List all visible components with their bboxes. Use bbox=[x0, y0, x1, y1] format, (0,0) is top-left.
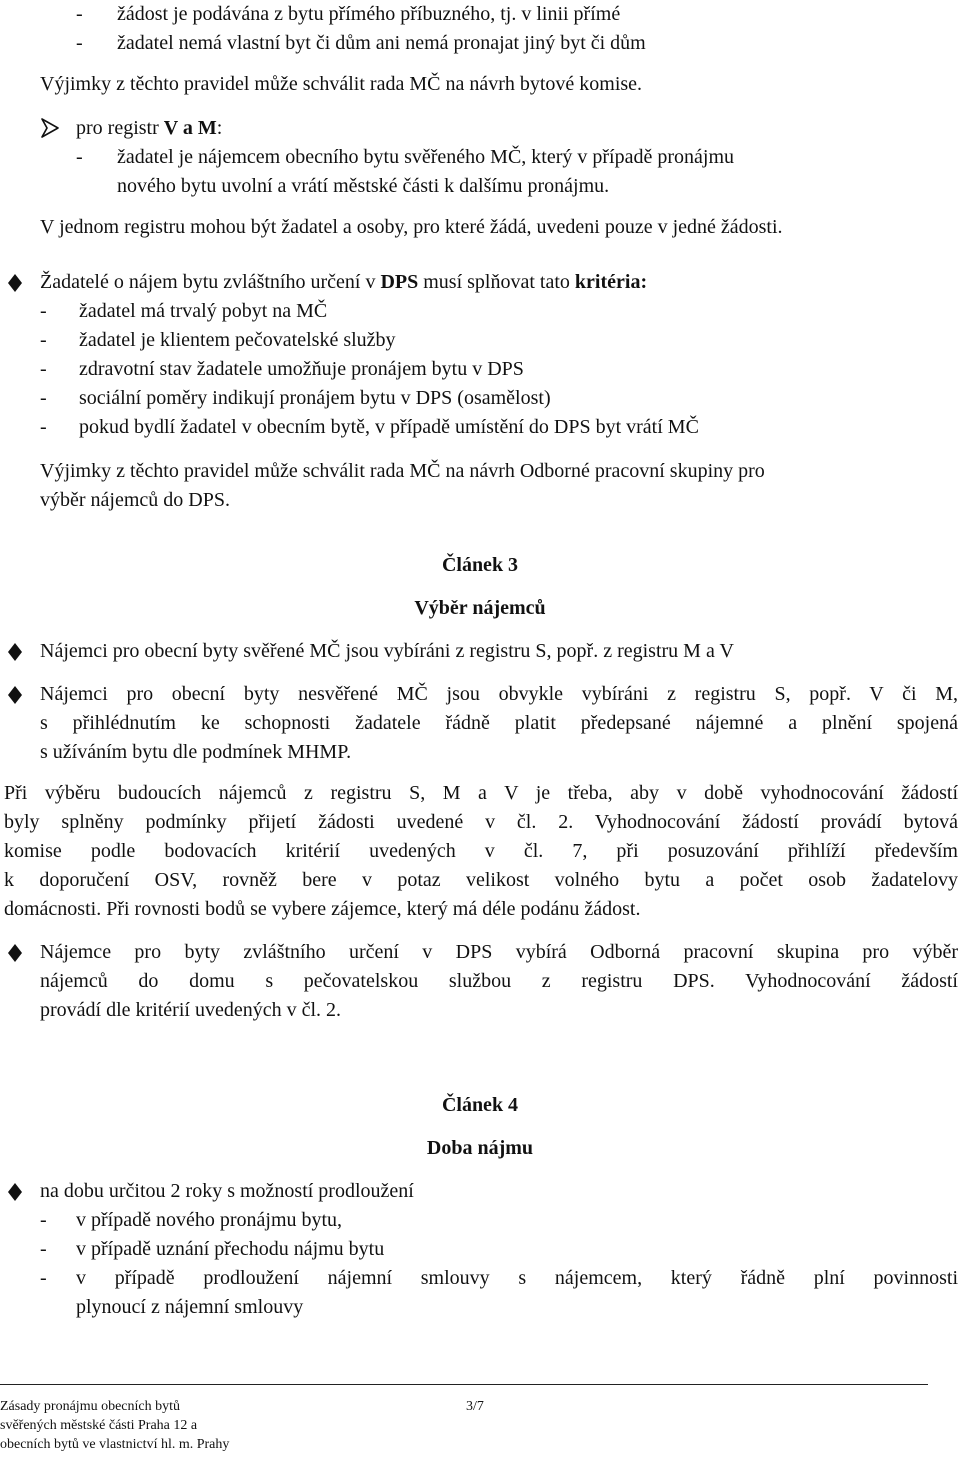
criteria-item: žadatel má trvalý pobyt na MČ bbox=[79, 300, 328, 322]
diamond-bullet-icon bbox=[6, 642, 28, 664]
criteria-item: žadatel je klientem pečovatelské služby bbox=[79, 329, 396, 351]
dps-intro bbox=[40, 268, 647, 297]
dps-exceptions: Výjimky z těchto pravidel může schválit rada MČ na návrh Odborné pracovní skupiny pro bbox=[40, 460, 765, 482]
registry-vm-heading bbox=[76, 114, 222, 143]
criteria-item: pokud bydlí žadatel v obecním bytě, v případě umístění do DPS byt vrátí MČ bbox=[79, 416, 699, 438]
list-item: žádost je podávána z bytu přímého příbuzného, tj. v linii přímé bbox=[117, 3, 621, 25]
criteria-item: sociální poměry indikují pronájem bytu v DPS (osamělost) bbox=[79, 387, 551, 409]
dps-exceptions-continued: výběr nájemců do DPS. bbox=[40, 489, 230, 511]
list-dash: - bbox=[40, 387, 47, 409]
article-4-subheading: Doba nájmu bbox=[426, 1137, 534, 1159]
selection-paragraph: byly splněny podmínky přijetí žádosti uvedené v čl. 2. Vyhodnocování žádostí provádí bytová bbox=[4, 811, 958, 833]
diamond-bullet-icon bbox=[6, 685, 28, 707]
list-dash: - bbox=[40, 300, 47, 322]
registry-lead: pro registr bbox=[76, 117, 164, 139]
selection-bullet-2: Nájemci pro obecní byty nesvěřené MČ jsou obvykle vybíráni z registru S, popř. V či M, bbox=[40, 683, 958, 705]
exceptions-text: Výjimky z těchto pravidel může schválit rada MČ na návrh bytové komise. bbox=[40, 73, 643, 95]
list-dash: - bbox=[40, 416, 47, 438]
lease-term-item: v případě nového pronájmu bytu, bbox=[76, 1209, 343, 1231]
diamond-bullet-icon bbox=[6, 943, 28, 965]
arrow-bullet-icon bbox=[40, 117, 62, 139]
selection-bullet-2-continued: s přihlédnutím ke schopnosti žadatele řádně platit předepsané nájemné a plnění spojená bbox=[40, 712, 958, 734]
lease-term-item: v případě prodloužení nájemní smlouvy s nájemcem, který řádně plní povinnosti bbox=[76, 1267, 958, 1289]
list-dash: - bbox=[40, 1209, 47, 1231]
selection-paragraph: komise podle bodovacích kritérií uvedených v čl. 7, při posuzování přihlíží především bbox=[4, 840, 958, 862]
dps-intro-text: Žadatelé o nájem bytu zvláštního určení v bbox=[40, 271, 381, 293]
footer-title-line: Zásady pronájmu obecních bytů bbox=[0, 1399, 181, 1414]
list-dash: - bbox=[76, 146, 83, 168]
list-item: žadatel je nájemcem obecního bytu svěřeného MČ, který v případě pronájmu bbox=[117, 146, 735, 168]
footer-title-line: obecních bytů ve vlastnictví hl. m. Prahy bbox=[0, 1437, 230, 1452]
registry-note: V jednom registru mohou být žadatel a osoby, pro které žádá, uvedeni pouze v jedné žádosti. bbox=[40, 216, 783, 238]
diamond-bullet-icon bbox=[6, 273, 28, 295]
selection-paragraph: k doporučení OSV, rovněž bere v potaz velikost volného bytu a počet osob žadatelovy bbox=[4, 869, 958, 891]
selection-bullet-2-continued: s užíváním bytu dle podmínek MHMP. bbox=[40, 741, 352, 763]
list-dash: - bbox=[40, 329, 47, 351]
list-dash: - bbox=[76, 32, 83, 54]
selection-bullet-1: Nájemci pro obecní byty svěřené MČ jsou vybíráni z registru S, popř. z registru M a V bbox=[40, 640, 734, 662]
registry-colon: : bbox=[216, 117, 223, 139]
dps-intro-text: musí splňovat tato bbox=[418, 271, 575, 293]
lease-term-item-continued: plynoucí z nájemní smlouvy bbox=[76, 1296, 304, 1318]
lease-term-bullet: na dobu určitou 2 roky s možností prodloužení bbox=[40, 1180, 414, 1202]
selection-paragraph: Při výběru budoucích nájemců z registru S, M a V je třeba, aby v době vyhodnocování žádostí bbox=[4, 782, 958, 804]
article-4-heading: Článek 4 bbox=[441, 1094, 519, 1116]
selection-bullet-3-continued: nájemců do domu s pečovatelskou službou z registru DPS. Vyhodnocování žádostí bbox=[40, 970, 958, 992]
list-dash: - bbox=[76, 3, 83, 25]
article-3-subheading: Výběr nájemců bbox=[414, 597, 546, 619]
dps-term: DPS bbox=[380, 271, 419, 293]
footer-divider bbox=[0, 1384, 928, 1385]
selection-paragraph: domácnosti. Při rovnosti bodů se vybere zájemce, který má déle podánu žádost. bbox=[4, 898, 641, 920]
list-dash: - bbox=[40, 1238, 47, 1260]
list-dash: - bbox=[40, 358, 47, 380]
list-item: žadatel nemá vlastní byt či dům ani nemá pronajat jiný byt či dům bbox=[117, 32, 646, 54]
footer-title-line: svěřených městské části Praha 12 a bbox=[0, 1418, 198, 1433]
dps-criteria-term: kritéria: bbox=[574, 271, 648, 293]
selection-bullet-3: Nájemce pro byty zvláštního určení v DPS vybírá Odborná pracovní skupina pro výběr bbox=[40, 941, 958, 963]
selection-bullet-3-continued: provádí dle kritérií uvedených v čl. 2. bbox=[40, 999, 342, 1021]
registry-name: V a M bbox=[163, 117, 217, 139]
list-item-continued: nového bytu uvolní a vrátí městské části k dalšímu pronájmu. bbox=[117, 175, 610, 197]
lease-term-item: v případě uznání přechodu nájmu bytu bbox=[76, 1238, 385, 1260]
page-number: 3/7 bbox=[466, 1399, 484, 1414]
article-3-heading: Článek 3 bbox=[441, 554, 519, 576]
criteria-item: zdravotní stav žadatele umožňuje pronájem bytu v DPS bbox=[79, 358, 524, 380]
diamond-bullet-icon bbox=[6, 1182, 28, 1204]
list-dash: - bbox=[40, 1267, 47, 1289]
